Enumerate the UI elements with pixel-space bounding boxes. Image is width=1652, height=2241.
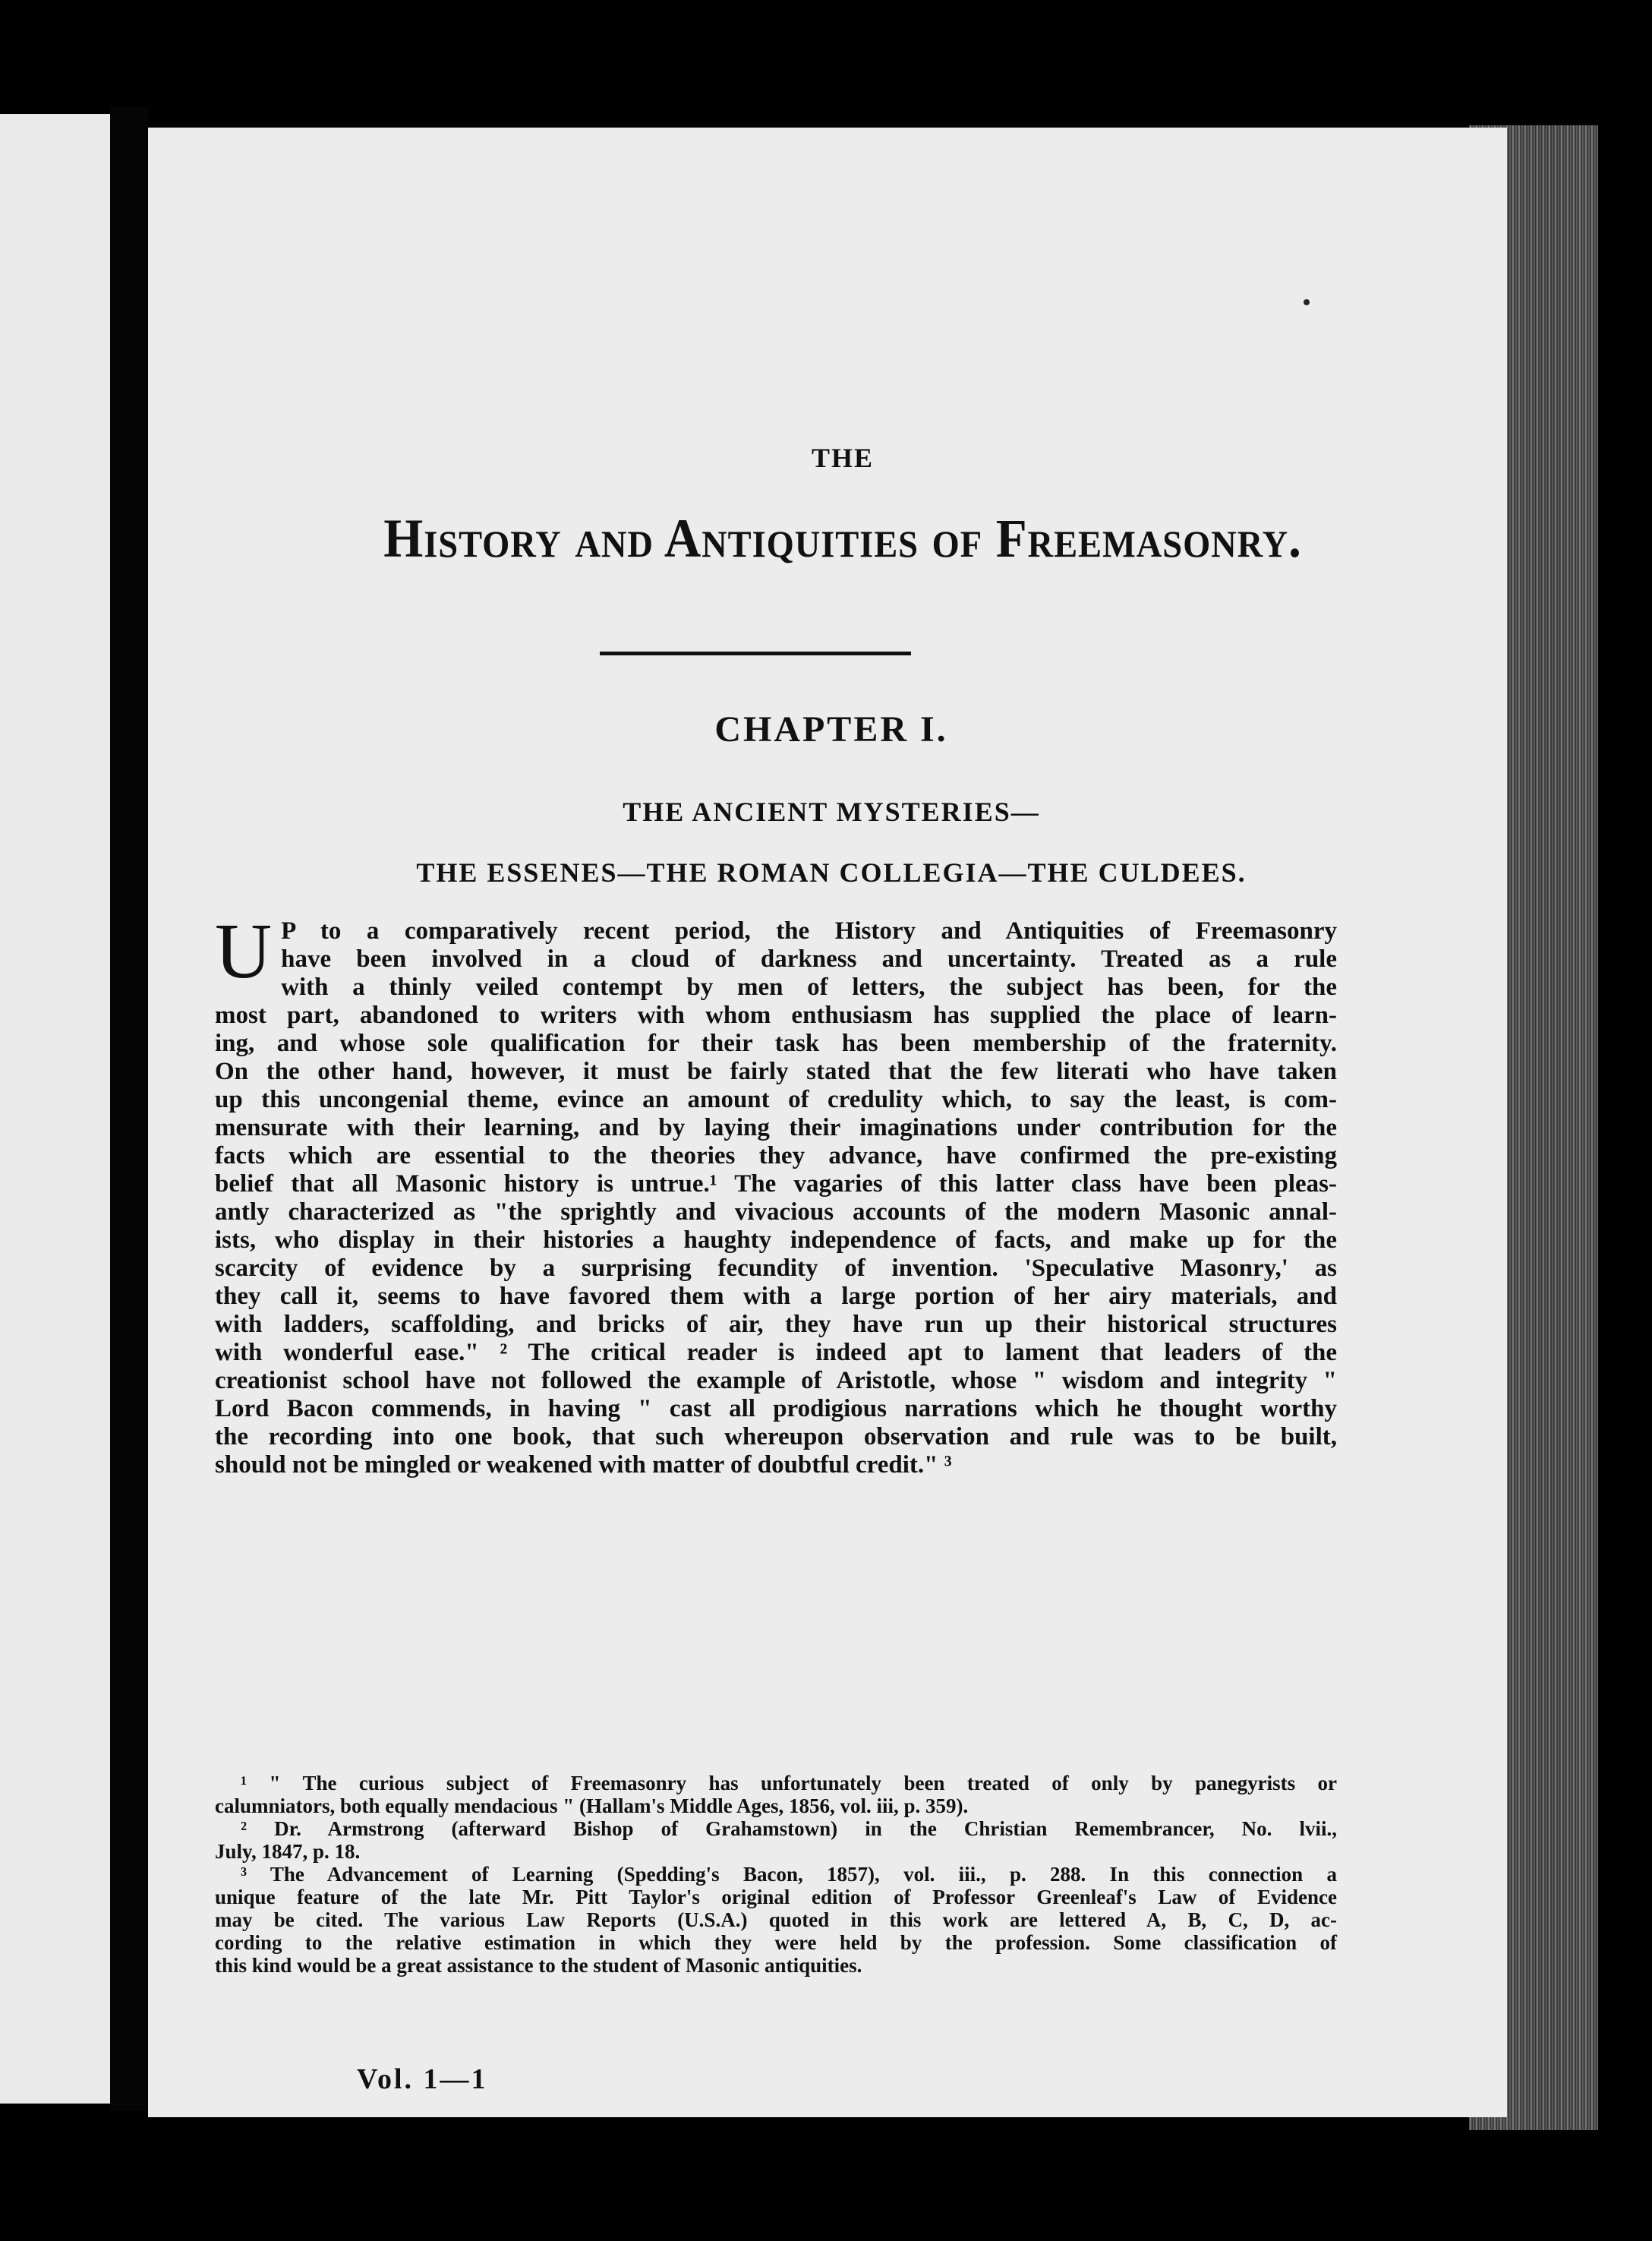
body-line: up this uncongenial theme, evince an amount of credulity which, to say the least, is com- — [215, 1086, 1337, 1113]
footnote-line: cording to the relative estimation in which they were held by the profession. Some classification of — [215, 1931, 1337, 1954]
body-line: with wonderful ease." ² The critical reader is indeed apt to lament that leaders of the — [215, 1339, 1337, 1366]
title-article: THE — [811, 443, 875, 473]
footnote-line: calumniators, both equally mendacious " (Hallam's Middle Ages, 1856, vol. iii, p. 359). — [215, 1794, 969, 1817]
speck-mark — [1304, 299, 1310, 305]
chapter-subtitle-2: THE ESSENES—THE ROMAN COLLEGIA—THE CULDEES. — [416, 857, 1247, 888]
body-line: the recording into one book, that such whereupon observation and rule was to be built, — [215, 1423, 1337, 1450]
book-page — [148, 128, 1507, 2117]
body-paragraph — [215, 907, 1337, 1479]
body-line: they call it, seems to have favored them with a large portion of her airy materials, and — [215, 1283, 1337, 1310]
book-gutter — [110, 106, 148, 2111]
footnotes — [215, 1772, 1337, 1977]
footnote-line: unique feature of the late Mr. Pitt Taylor's original edition of Professor Greenleaf's Law of Evidence — [215, 1886, 1337, 1908]
chapter-subtitle-1: THE ANCIENT MYSTERIES— — [623, 797, 1040, 827]
footnote-line: July, 1847, p. 18. — [215, 1840, 361, 1863]
footnote-line: ² Dr. Armstrong (afterward Bishop of Grahamstown) in the Christian Remembrancer, No. lvii., — [241, 1817, 1337, 1840]
body-line: Lord Bacon commends, in having " cast all prodigious narrations which he thought worthy — [215, 1395, 1337, 1422]
body-line: should not be mingled or weakened with matter of doubtful credit." ³ — [215, 1451, 952, 1479]
body-line: creationist school have not followed the example of Aristotle, whose " wisdom and integrity " — [215, 1367, 1337, 1394]
body-line: have been involved in a cloud of darkness and uncertainty. Treated as a rule — [281, 945, 1337, 973]
body-line: with a thinly veiled contempt by men of letters, the subject has been, for the — [281, 974, 1337, 1001]
footnote-line: ³ The Advancement of Learning (Spedding's Bacon, 1857), vol. iii., p. 288. In this connection a — [241, 1863, 1337, 1886]
body-line: antly characterized as "the sprightly and vivacious accounts of the modern Masonic annal- — [215, 1198, 1337, 1226]
drop-cap: U — [215, 907, 273, 995]
footnote-line: ¹ " The curious subject of Freemasonry has unfortunately been treated of only by panegyrists or — [241, 1772, 1337, 1794]
book-title: History and Antiquities of Freemasonry. — [383, 508, 1302, 569]
left-page-edge — [0, 114, 110, 2104]
body-line: mensurate with their learning, and by laying their imaginations under contribution for the — [215, 1114, 1337, 1141]
body-line: belief that all Masonic history is untrue.¹ The vagaries of this latter class have been pleas- — [215, 1170, 1337, 1198]
body-line: facts which are essential to the theories they advance, have confirmed the pre-existing — [215, 1142, 1337, 1169]
body-line: scarcity of evidence by a surprising fecundity of invention. 'Speculative Masonry,' as — [215, 1255, 1337, 1282]
title-rule — [600, 652, 911, 655]
footnote-line: may be cited. The various Law Reports (U.S.A.) quoted in this work are lettered A, B, C, D, ac- — [215, 1908, 1337, 1931]
body-line: ists, who display in their histories a haughty independence of facts, and make up for the — [215, 1226, 1337, 1254]
body-line: most part, abandoned to writers with whom enthusiasm has supplied the place of learn- — [215, 1002, 1337, 1029]
footnote-line: this kind would be a great assistance to the student of Masonic antiquities. — [215, 1954, 862, 1977]
signature-mark: Vol. 1—1 — [357, 2063, 488, 2095]
chapter-heading: CHAPTER I. — [714, 709, 948, 750]
body-line: P to a comparatively recent period, the History and Antiquities of Freemasonry — [281, 917, 1337, 945]
body-line: On the other hand, however, it must be fairly stated that the few literati who have taken — [215, 1058, 1337, 1085]
body-line: ing, and whose sole qualification for their task has been membership of the fraternity. — [215, 1030, 1337, 1057]
body-line: with ladders, scaffolding, and bricks of air, they have run up their historical structures — [215, 1311, 1337, 1338]
